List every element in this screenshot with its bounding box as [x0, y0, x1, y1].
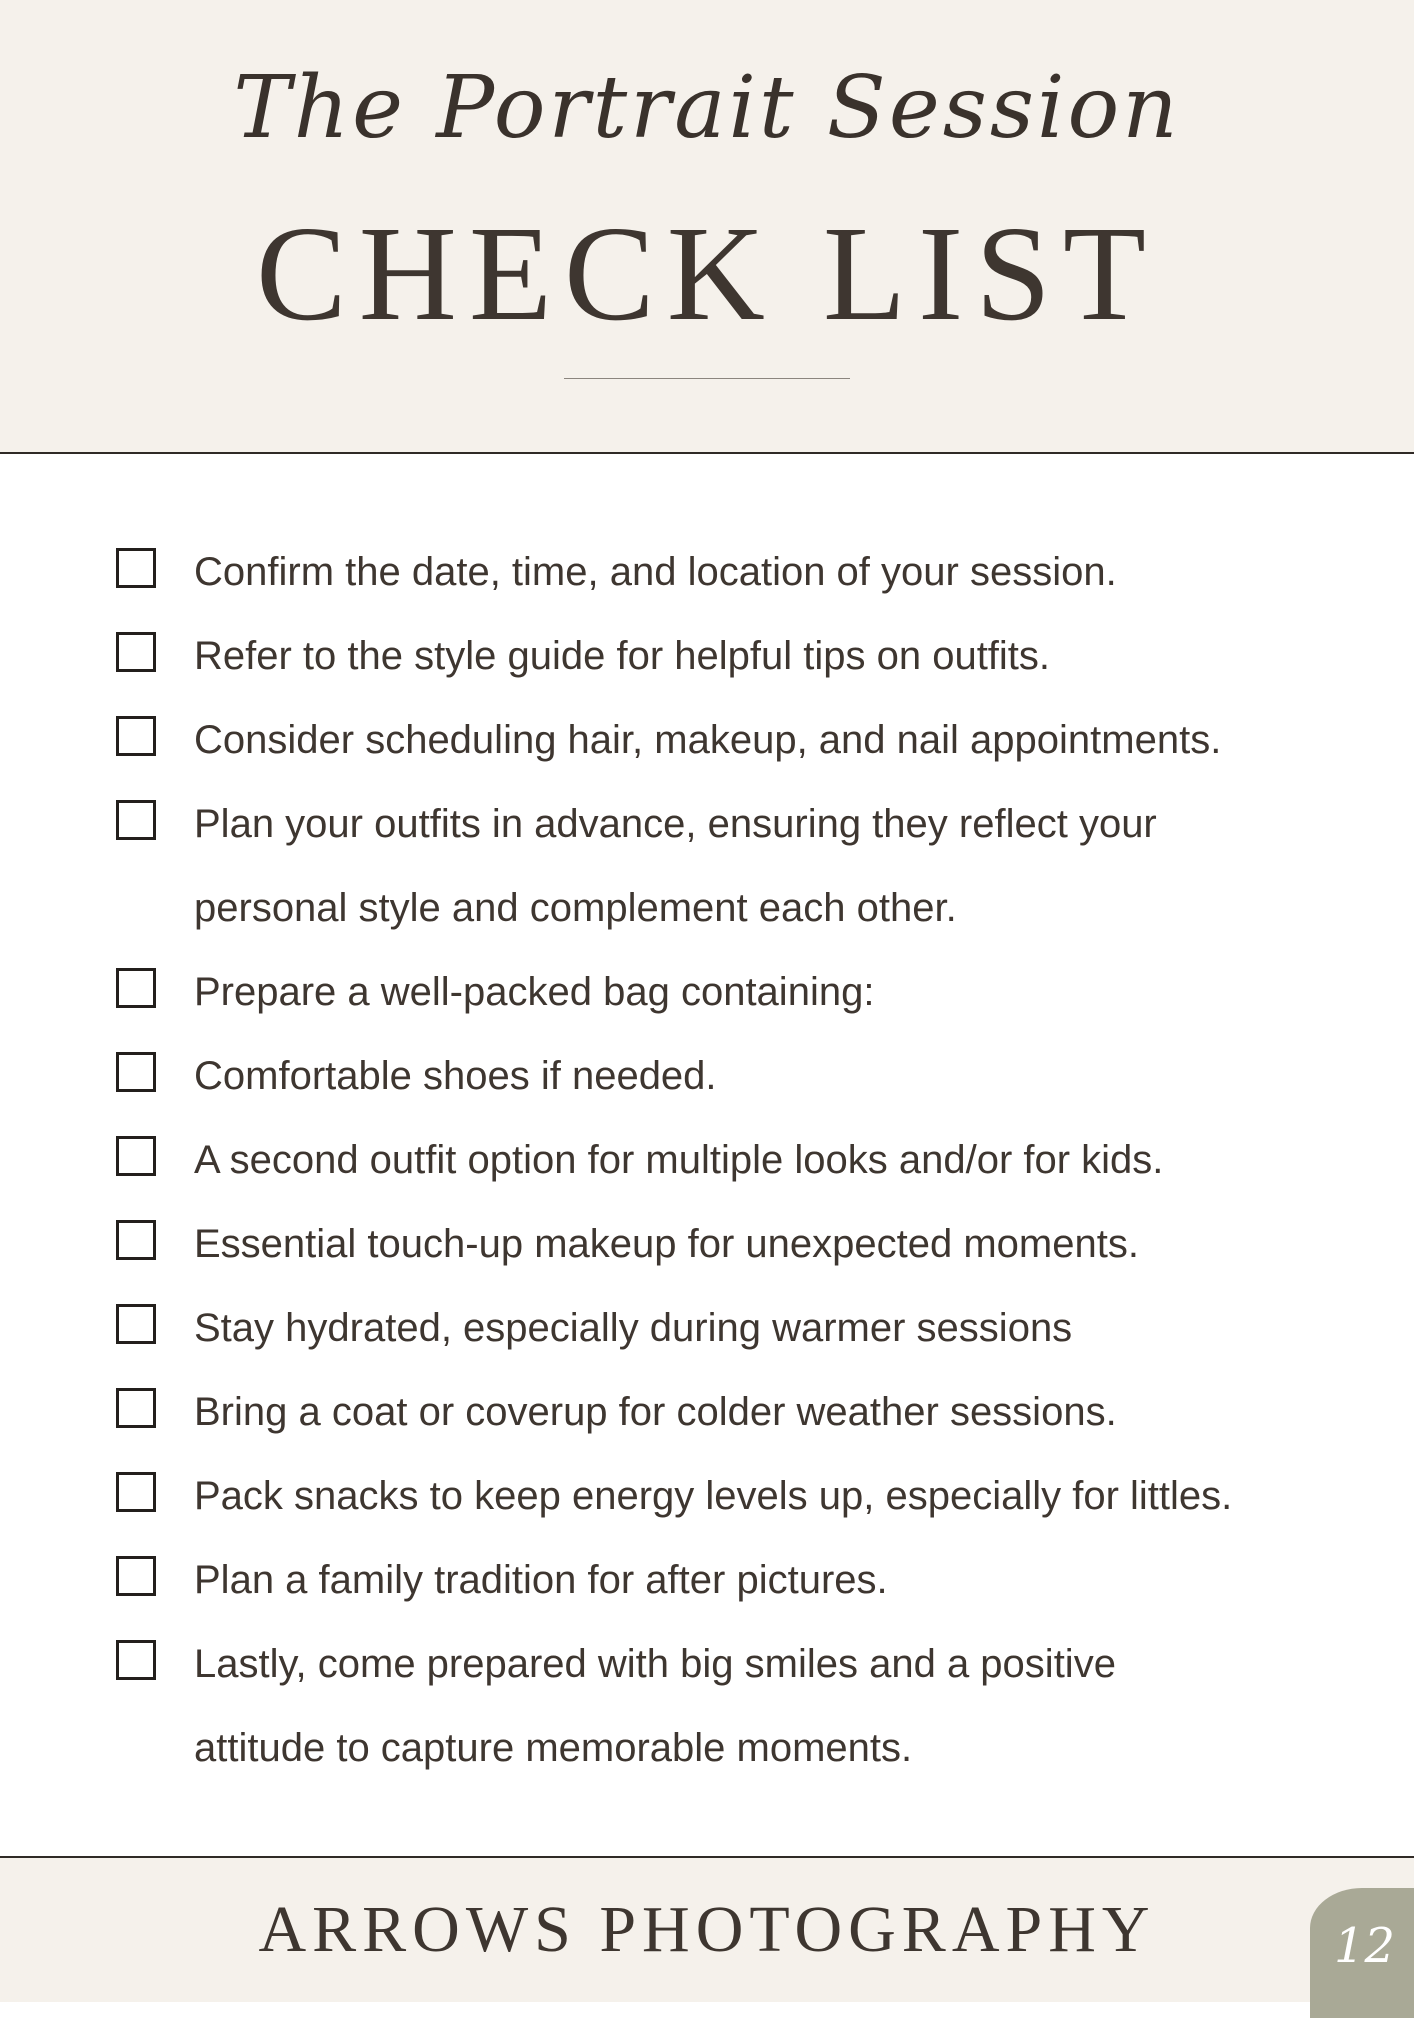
- page-header: [0, 0, 1414, 454]
- checklist-item-text: Prepare a well-packed bag containing:: [194, 970, 875, 1014]
- page-number-tab: [1310, 1888, 1414, 2018]
- checklist-item: [0, 782, 1414, 950]
- checkbox[interactable]: [116, 1556, 156, 1596]
- checkbox[interactable]: [116, 716, 156, 756]
- checklist-item: [0, 950, 1414, 1034]
- header-divider: [564, 378, 850, 379]
- checkbox[interactable]: [116, 968, 156, 1008]
- checklist-item-text: Essential touch-up makeup for unexpected moments.: [194, 1222, 1139, 1266]
- checkbox[interactable]: [116, 1640, 156, 1680]
- checklist-item: [0, 1454, 1414, 1538]
- checklist-item-text: Refer to the style guide for helpful tips on outfits.: [194, 634, 1051, 678]
- checklist-item-text: Confirm the date, time, and location of your session.: [194, 550, 1117, 594]
- page-title: CHECK LIST: [256, 199, 1158, 349]
- checklist-item: [0, 614, 1414, 698]
- checklist-item: [0, 1622, 1414, 1790]
- checklist-item: [0, 1370, 1414, 1454]
- checklist-item: [0, 698, 1414, 782]
- checklist-item-text: Plan a family tradition for after pictures.: [194, 1558, 888, 1602]
- checkbox[interactable]: [116, 1304, 156, 1344]
- checklist-item-text: Pack snacks to keep energy levels up, especially for littles.: [194, 1474, 1233, 1518]
- checkbox[interactable]: [116, 632, 156, 672]
- checklist-item-text: Plan your outfits in advance, ensuring they reflect your personal style and complement each other.: [194, 802, 1157, 930]
- checklist: [0, 530, 1414, 1790]
- checkbox[interactable]: [116, 1136, 156, 1176]
- checklist-item: [0, 1034, 1414, 1118]
- checklist-item: [0, 1202, 1414, 1286]
- checkbox[interactable]: [116, 1220, 156, 1260]
- brand-name: ARROWS PHOTOGRAPHY: [258, 1893, 1156, 1966]
- page-footer: [0, 1856, 1414, 2002]
- checkbox[interactable]: [116, 1388, 156, 1428]
- checklist-item-text: Stay hydrated, especially during warmer sessions: [194, 1306, 1073, 1350]
- checkbox[interactable]: [116, 800, 156, 840]
- script-title: The Portrait Session: [233, 58, 1181, 158]
- checklist-item-text: Bring a coat or coverup for colder weather sessions.: [194, 1390, 1117, 1434]
- checklist-item-text: Consider scheduling hair, makeup, and nail appointments.: [194, 718, 1222, 762]
- checklist-item-text: Comfortable shoes if needed.: [194, 1054, 717, 1098]
- checklist-item: [0, 530, 1414, 614]
- page-number: 12: [1334, 1918, 1396, 1974]
- checkbox[interactable]: [116, 1052, 156, 1092]
- checkbox[interactable]: [116, 1472, 156, 1512]
- checklist-item: [0, 1538, 1414, 1622]
- checkbox[interactable]: [116, 548, 156, 588]
- checklist-item-text: A second outfit option for multiple looks and/or for kids.: [194, 1138, 1164, 1182]
- checklist-item: [0, 1118, 1414, 1202]
- checklist-item: [0, 1286, 1414, 1370]
- checklist-item-text: Lastly, come prepared with big smiles and a positive attitude to capture memorable moments.: [194, 1642, 1116, 1770]
